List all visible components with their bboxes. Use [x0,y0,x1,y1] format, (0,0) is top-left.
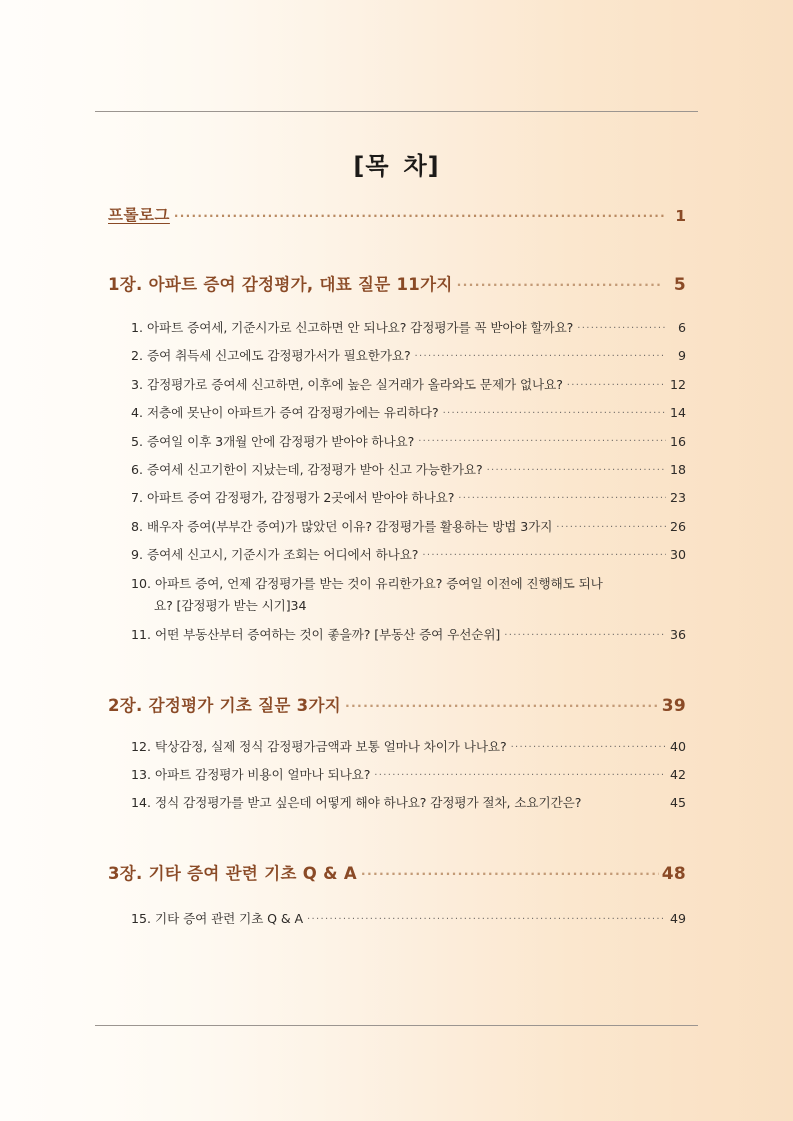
item-text: 아파트 증여세, 기준시가로 신고하면 안 되나요? 감정평가를 꼭 받아야 할까요? [147,320,574,335]
item-text: 아파트 증여 감정평가, 감정평가 2곳에서 받아야 하나요? [147,490,455,506]
item-page-number: 12 [669,376,686,392]
toc-entry[interactable] [131,518,686,537]
toc-content [108,203,686,939]
chapter-heading-3[interactable] [108,860,686,884]
leader-dots [174,209,667,225]
item-text: 저층에 못난이 아파트가 증여 감정평가에는 유리하다? [147,405,439,421]
toc-entry-line-1 [131,575,686,594]
item-text: 어떤 부동산부터 증여하는 것이 좋을까? [부동산 증여 우선순위] [155,626,501,642]
chapter-item-list [131,319,686,645]
chapter-title: 2장. 감정평가 기초 질문 3가지 [108,695,341,715]
item-text: 증여일 이후 3개월 안에 감정평가 받아야 하나요? [147,433,415,449]
item-text: 탁상감정, 실제 정식 감정평가금액과 보통 얼마나 차이가 나나요? [155,738,507,754]
chapter-item-list [131,738,686,814]
item-text-continued: 요? [감정평가 받는 시기] [154,598,291,614]
item-number: 6. [131,461,148,477]
item-page-number: 6 [677,320,686,335]
chapter-title: 1장. 아파트 증여 감정평가, 대표 질문 11가지 [108,275,453,294]
item-text: 증여세 신고기한이 지났는데, 감정평가 받아 신고 가능한가요? [147,461,483,477]
leader-dots [418,434,666,451]
item-number: 12. [131,738,156,754]
leader-dots [567,378,666,395]
item-number: 3. [131,376,148,392]
toc-entry[interactable] [131,461,686,480]
toc-entry[interactable] [131,546,686,565]
prologue-label: 프롤로그 [108,206,170,224]
item-text: 기타 증여 관련 기초 Q & A [155,911,304,927]
leader-dots [443,406,666,423]
chapter-page-number: 48 [661,864,686,885]
toc-entry[interactable] [131,626,686,645]
toc-entry[interactable] [131,738,686,757]
item-text: 배우자 증여(부부간 증여)가 많았던 이유? 감정평가를 활용하는 방법 3가지 [147,518,553,534]
page-title-part-b: 차] [403,152,440,180]
toc-entry[interactable] [131,489,686,508]
item-text: 아파트 감정평가 비용이 얼마나 되나요? [155,767,371,783]
item-text: 정식 감정평가를 받고 싶은데 어떻게 해야 하나요? 감정평가 절차, 소요기간은? [155,795,582,811]
item-number: 7. [131,490,148,506]
leader-dots [511,740,666,757]
item-page-number: 14 [669,405,686,421]
toc-entry[interactable] [131,433,686,452]
item-page-number: 16 [669,433,686,449]
chapter-item-list [131,910,686,929]
item-number: 13. [131,767,156,783]
item-page-number: 9 [677,348,686,364]
chapter-list [108,271,686,929]
item-number: 15. [131,911,156,927]
item-number: 4. [131,405,148,421]
leader-dots [307,912,666,929]
toc-entry[interactable] [131,376,686,395]
leader-dots [458,491,666,508]
item-text: 증여세 신고시, 기준시가 조회는 어디에서 하나요? [147,547,419,563]
toc-entry[interactable] [131,347,686,366]
item-number: 10. [131,575,156,591]
item-text: 감정평가로 증여세 신고하면, 이후에 높은 실거래가 올라와도 문제가 없나요? [147,376,563,392]
page-title-part-a: [목 [353,152,390,180]
leader-dots [556,520,666,537]
item-text: 아파트 증여, 언제 감정평가를 받는 것이 유리한가요? 증여일 이전에 진행해도 되나 [155,575,603,591]
top-divider-rule [95,111,698,112]
toc-entry[interactable] [131,575,686,617]
item-page-number: 23 [669,490,686,506]
item-page-number: 49 [669,911,686,927]
item-number: 9. [131,547,148,563]
item-page-number: 18 [669,461,686,477]
leader-dots [374,768,666,785]
leader-dots [457,277,663,295]
item-page-number: 30 [669,547,686,563]
item-page-number: 45 [669,795,686,811]
toc-entry[interactable] [131,766,686,785]
bottom-divider-rule [95,1025,698,1026]
leader-dots [422,548,666,565]
item-page-number: 26 [669,518,686,534]
item-number: 14. [131,795,156,811]
item-number: 5. [131,433,148,449]
leader-dots [585,811,666,813]
leader-dots [345,698,659,716]
item-number: 1. [131,320,148,335]
chapter-title: 3장. 기타 증여 관련 기초 Q & A [108,864,357,884]
leader-dots [504,628,666,645]
item-number: 8. [131,518,148,534]
prologue-page-number: 1 [675,207,686,225]
item-number: 2. [131,348,148,364]
leader-dots [415,349,666,366]
item-page-number: 34 [290,598,307,614]
item-number: 11. [131,626,156,642]
chapter-page-number: 39 [661,695,686,716]
item-page-number: 36 [669,626,686,642]
toc-entry[interactable] [131,794,686,813]
chapter-page-number: 5 [673,275,686,295]
item-page-number: 40 [669,738,686,754]
toc-entry-line-2 [131,597,686,616]
leader-dots [487,463,666,480]
toc-entry[interactable] [131,910,686,929]
page-title [0,146,793,181]
item-text: 증여 취득세 신고에도 감정평가서가 필요한가요? [147,348,411,364]
chapter-heading-2[interactable] [108,692,686,716]
chapter-heading-1[interactable] [108,271,686,295]
toc-entry[interactable] [131,404,686,423]
item-page-number: 42 [669,767,686,783]
leader-dots [361,866,659,884]
toc-entry-prologue[interactable] [108,203,686,225]
leader-dots [577,321,666,338]
toc-entry[interactable] [131,319,686,338]
